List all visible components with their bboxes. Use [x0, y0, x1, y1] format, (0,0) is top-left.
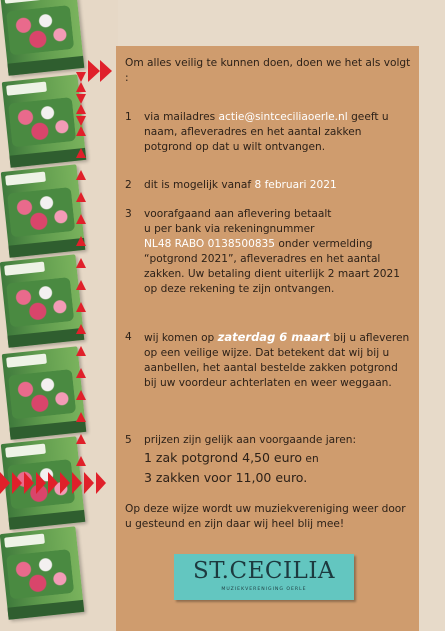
item-2-text-before: dit is mogelijk vanaf: [144, 179, 255, 191]
info-panel: [116, 46, 419, 631]
arrow-decoration: [0, 0, 118, 631]
bank-account-number: NL48 RABO 0138500835: [144, 238, 276, 250]
item-4-text: [144, 330, 412, 391]
item-3-line-2: u per bank via rekeningnummer: [144, 223, 315, 235]
item-3-text-after: onder vermelding “potgrond 2021”, afleveradres en het aantal zakken. Uw betaling dient uiterlijk 2 maart 2021 op deze rekening te zijn ontvangen.: [144, 238, 400, 295]
price-line-1: [144, 450, 319, 465]
intro-text: Om alles veilig te kunnen doen, doen we het als volgt :: [125, 57, 411, 84]
st-cecilia-logo: [174, 554, 354, 600]
price-line-1-suffix: en: [302, 453, 319, 465]
price-single-bag: 1 zak potgrond 4,50 euro: [144, 450, 303, 465]
item-5-intro: prijzen zijn gelijk aan voorgaande jaren:: [144, 434, 357, 446]
item-4-text-before: wij komen op: [144, 332, 218, 344]
item-3-line-1: voorafgaand aan aflevering betaalt: [144, 208, 332, 220]
price-three-bags: 3 zakken voor 11,00 euro.: [144, 470, 308, 485]
email-link[interactable]: actie@sintceciliaoerle.nl: [218, 111, 348, 123]
delivery-date: zaterdag 6 maart: [217, 330, 330, 344]
item-2-text: [144, 178, 412, 193]
start-date: 8 februari 2021: [254, 179, 337, 191]
item-3-number: 3: [125, 208, 132, 220]
item-4-number: 4: [125, 331, 132, 343]
item-3-text: [144, 207, 412, 297]
item-5-text: [144, 433, 412, 487]
item-4-text-after: bij u afleveren op een veilige wijze. Dat betekent dat wij bij u aanbellen, het aantal bestelde zakken potgrond bij uw voordeur achterlaten en weer weggaan.: [144, 332, 410, 389]
logo-subtitle: MUZIEKVERENIGING OERLE: [221, 587, 307, 592]
item-1-text: [144, 110, 412, 155]
item-5-number: 5: [125, 434, 132, 446]
closing-text: Op deze wijze wordt uw muziekvereniging weer door u gesteund en zijn daar wij heel blij mee!: [125, 503, 406, 530]
item-1-text-after: geeft u naam, afleveradres en het aantal zakken potgrond op dat u wilt ontvangen.: [144, 111, 389, 153]
item-2-number: 2: [125, 179, 132, 191]
item-1-number: 1: [125, 111, 132, 123]
logo-title: ST.CECILIA: [192, 558, 336, 584]
item-1-text-before: via mailadres: [144, 111, 219, 123]
